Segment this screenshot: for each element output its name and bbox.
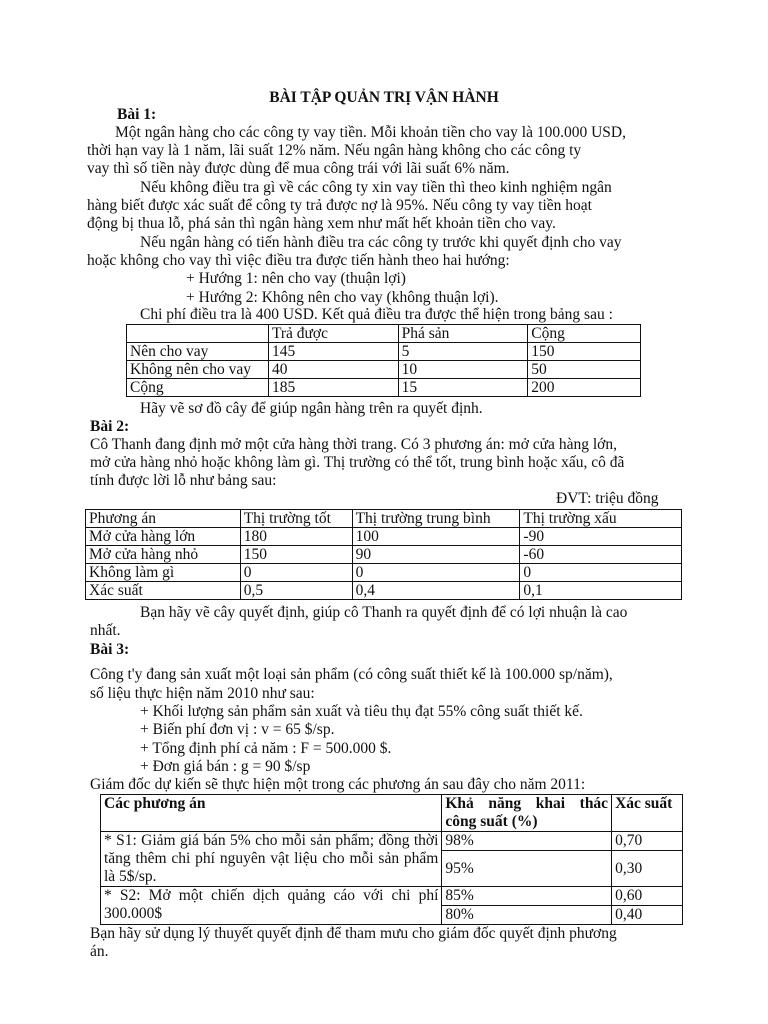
table-cell: 0,1 (520, 582, 682, 600)
bai3-paragraph-line: số liệu thực hiện năm 2010 như sau: (90, 685, 315, 702)
table-cell: 0,40 (612, 906, 683, 925)
bai3-item: + Đơn giá bán : g = 90 $/sp (140, 758, 311, 775)
table-cell: 0 (240, 564, 352, 582)
table-cell: 150 (528, 343, 641, 361)
table-cell: 0,5 (240, 582, 352, 600)
table-cell: 180 (240, 528, 352, 546)
table-cell: Mở cửa hàng nhỏ (86, 546, 241, 564)
table-cell: Phá sản (398, 325, 528, 343)
bai1-direction-2: + Hướng 2: Không nên cho vay (không thuận lợi). (186, 289, 499, 306)
bai1-table (126, 324, 641, 397)
bai3-table (100, 794, 683, 925)
bai2-paragraph-line: tính được lời lỗ như bảng sau: (90, 472, 277, 489)
table-row (86, 582, 682, 600)
bai1-paragraph-line: hoặc không cho vay thì việc điều tra được tiến hành theo hai hướng: (87, 252, 510, 269)
bai3-item: + Biến phí đơn vị : v = 65 $/sp. (140, 721, 335, 738)
bai3-item: + Khối lượng sản phẩm sản xuất và tiêu thụ đạt 55% công suất thiết kế. (140, 703, 583, 720)
table-cell: 80% (442, 906, 612, 925)
table-cell: Mở cửa hàng lớn (86, 528, 241, 546)
bai3-paragraph-line: Công t'y đang sản xuất một loại sản phẩm (có công suất thiết kế là 100.000 sp/năm), (90, 666, 613, 683)
table-row (101, 832, 683, 851)
table-cell: 0,4 (352, 582, 520, 600)
bai1-cost-line: Chi phí điều tra là 400 USD. Kết quả điều tra được thể hiện trong bảng sau : (140, 306, 613, 323)
bai2-paragraph-line: Cô Thanh đang định mở một cửa hàng thời trang. Có 3 phương án: mở cửa hàng lớn, (90, 436, 617, 453)
bai1-paragraph-line: Nếu ngân hàng có tiến hành điều tra các công ty trước khi quyết định cho vay (140, 234, 622, 251)
table-row (127, 325, 641, 343)
table-cell: Trả được (268, 325, 398, 343)
table-cell: Thị trường xấu (520, 510, 682, 528)
table-row (101, 887, 683, 906)
table-cell: Thị trường trung bình (352, 510, 520, 528)
table-cell: 200 (528, 379, 641, 397)
table-row (101, 795, 683, 832)
table-row (86, 528, 682, 546)
bai2-table (85, 509, 682, 600)
table-cell: 10 (398, 361, 528, 379)
table-header-cell: Xác suất (612, 795, 683, 832)
table-cell: Cộng (127, 379, 269, 397)
bai1-paragraph-line: Nếu không điều tra gì về các công ty xin vay tiền thì theo kinh nghiệm ngân (140, 179, 612, 196)
table-row (86, 564, 682, 582)
bai1-ask: Hãy vẽ sơ đồ cây để giúp ngân hàng trên ra quyết định. (140, 400, 483, 417)
table-cell: * S2: Mở một chiến dịch quảng cáo với chi phí 300.000$ (101, 887, 442, 925)
table-cell: 85% (442, 887, 612, 906)
bai1-paragraph-line: hàng biết được xác suất để công ty trả được nợ là 95%. Nếu công ty vay tiền hoạt (87, 197, 592, 214)
table-cell: Thị trường tốt (240, 510, 352, 528)
table-row (127, 379, 641, 397)
bai2-heading: Bài 2: (90, 418, 130, 435)
table-row (86, 510, 682, 528)
table-row (86, 546, 682, 564)
table-cell: 150 (240, 546, 352, 564)
bai1-paragraph-line: thời hạn vay là 1 năm, lãi suất 12% năm. Nếu ngân hàng không cho các công ty (87, 142, 582, 159)
bai1-direction-1: + Hướng 1: nên cho vay (thuận lợi) (186, 270, 406, 287)
bai1-paragraph-line: vay thì số tiền này được dùng để mua công trái với lãi suất 6% năm. (87, 160, 510, 177)
table-cell (127, 325, 269, 343)
table-header-cell: Khả năng khai thác công suất (%) (442, 795, 612, 832)
table-cell: 0,70 (612, 832, 683, 851)
table-cell: Nên cho vay (127, 343, 269, 361)
table-cell: 100 (352, 528, 520, 546)
bai2-paragraph-line: mở cửa hàng nhỏ hoặc không làm gì. Thị trường có thể tốt, trung bình hoặc xấu, cô đã (90, 454, 625, 471)
table-cell: Phương án (86, 510, 241, 528)
table-cell: 40 (268, 361, 398, 379)
bai3-heading: Bài 3: (90, 641, 130, 658)
bai1-heading: Bài 1: (117, 106, 157, 123)
table-cell: 0,60 (612, 887, 683, 906)
table-cell: 90 (352, 546, 520, 564)
table-row (127, 361, 641, 379)
bai2-ask-line: nhất. (90, 622, 121, 639)
table-cell: -90 (520, 528, 682, 546)
table-cell: 185 (268, 379, 398, 397)
bai2-unit: ĐVT: triệu đồng (556, 490, 659, 507)
table-cell: 95% (442, 851, 612, 887)
table-cell: 15 (398, 379, 528, 397)
table-cell: Xác suất (86, 582, 241, 600)
table-cell: 98% (442, 832, 612, 851)
table-cell: 0,30 (612, 851, 683, 887)
table-cell: * S1: Giảm giá bán 5% cho mỗi sản phẩm; đồng thời tăng thêm chi phí nguyên vật liệu cho mỗi sản phẩm là 5$/sp. (101, 832, 442, 887)
table-cell: -60 (520, 546, 682, 564)
table-cell: 50 (528, 361, 641, 379)
table-cell: Không làm gì (86, 564, 241, 582)
bai1-paragraph-line: động bị thua lỗ, phá sản thì ngân hàng xem như mất hết khoản tiền cho vay. (87, 215, 556, 232)
table-cell: Không nên cho vay (127, 361, 269, 379)
table-header-cell: Các phương án (101, 795, 442, 832)
bai2-ask-line: Bạn hãy vẽ cây quyết định, giúp cô Thanh ra quyết định để có lợi nhuận là cao (140, 604, 628, 621)
table-cell: 0 (520, 564, 682, 582)
document-title: BÀI TẬP QUẢN TRỊ VẬN HÀNH (269, 89, 499, 106)
table-cell: 5 (398, 343, 528, 361)
table-cell: Cộng (528, 325, 641, 343)
bai3-intro: Giám đốc dự kiến sẽ thực hiện một trong các phương án sau đây cho năm 2011: (90, 776, 586, 793)
table-cell: 0 (352, 564, 520, 582)
bai3-ask-line: án. (90, 943, 109, 960)
bai3-ask-line: Bạn hãy sử dụng lý thuyết quyết định để tham mưu cho giám đốc quyết định phương (90, 925, 617, 942)
table-cell: 145 (268, 343, 398, 361)
table-row (127, 343, 641, 361)
bai1-paragraph-line: Một ngân hàng cho các công ty vay tiền. Mỗi khoản tiền cho vay là 100.000 USD, (115, 124, 626, 141)
bai3-item: + Tổng định phí cả năm : F = 500.000 $. (140, 740, 392, 757)
